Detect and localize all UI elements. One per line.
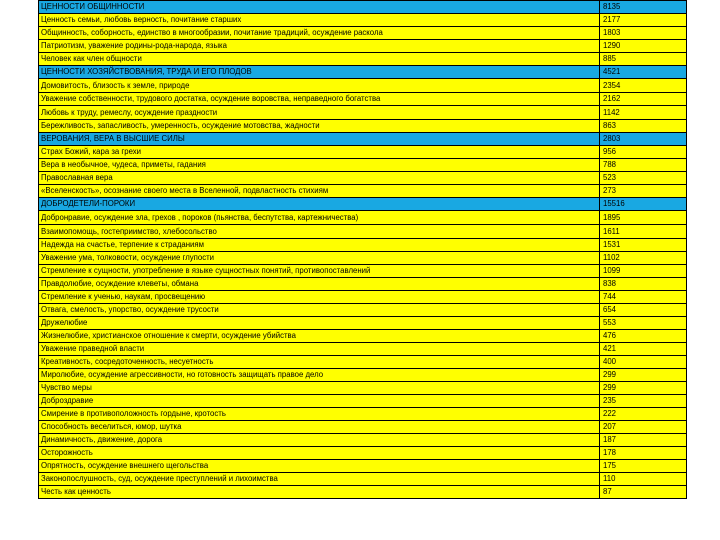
table-row — [39, 473, 687, 486]
value-label: Доброздравие — [39, 395, 600, 408]
value-label: Правдолюбие, осуждение клеветы, обмана — [39, 278, 600, 291]
section-header-row — [39, 198, 687, 211]
table-row — [39, 408, 687, 421]
value-label: Бережливость, запасливость, умеренность, осуждение мотовства, жадности — [39, 120, 600, 133]
value-label: Уважение собственности, трудового достатка, осуждение воровства, неправедного богатства — [39, 93, 600, 106]
value-count: 1102 — [600, 252, 687, 265]
table-row — [39, 317, 687, 330]
value-count: 400 — [600, 356, 687, 369]
value-count: 222 — [600, 408, 687, 421]
section-header-row — [39, 66, 687, 79]
value-count: 838 — [600, 278, 687, 291]
value-label: Динамичность, движение, дорога — [39, 434, 600, 447]
value-label: Вера в необычное, чудеса, приметы, гадания — [39, 159, 600, 172]
table-row — [39, 53, 687, 66]
value-label: Уважение праведной власти — [39, 343, 600, 356]
table-row — [39, 460, 687, 473]
value-label: Общинность, соборность, единство в многообразии, почитание традиций, осуждение раскола — [39, 27, 600, 40]
value-label: Способность веселиться, юмор, шутка — [39, 421, 600, 434]
value-count: 863 — [600, 120, 687, 133]
table-row — [39, 291, 687, 304]
value-count: 178 — [600, 447, 687, 460]
value-count: 885 — [600, 53, 687, 66]
value-count: 273 — [600, 185, 687, 198]
section-header-row — [39, 1, 687, 14]
table-row — [39, 343, 687, 356]
value-count: 1099 — [600, 265, 687, 278]
table-row — [39, 211, 687, 225]
values-table-body — [39, 1, 687, 499]
table-row — [39, 120, 687, 133]
value-label: Взаимопомощь, гостеприимство, хлебосольство — [39, 225, 600, 239]
section-title: ВЕРОВАНИЯ, ВЕРА В ВЫСШИЕ СИЛЫ — [39, 133, 600, 146]
value-label: Отвага, смелость, упорство, осуждение трусости — [39, 304, 600, 317]
table-row — [39, 252, 687, 265]
value-count: 956 — [600, 146, 687, 159]
section-total: 15516 — [600, 198, 687, 211]
table-row — [39, 40, 687, 53]
value-count: 1531 — [600, 239, 687, 252]
table-row — [39, 93, 687, 106]
value-count: 654 — [600, 304, 687, 317]
value-label: Человек как член общности — [39, 53, 600, 66]
table-row — [39, 27, 687, 40]
table-row — [39, 486, 687, 499]
value-label: Дружелюбие — [39, 317, 600, 330]
value-label: Смирение в противоположность гордыне, кротость — [39, 408, 600, 421]
value-count: 1895 — [600, 211, 687, 225]
section-total: 2803 — [600, 133, 687, 146]
value-count: 299 — [600, 382, 687, 395]
table-row — [39, 434, 687, 447]
values-table — [38, 0, 687, 499]
table-row — [39, 330, 687, 343]
value-label: Уважение ума, толковости, осуждение глупости — [39, 252, 600, 265]
value-label: Опрятность, осуждение внешнего щегольства — [39, 460, 600, 473]
value-label: Законопослушность, суд, осуждение преступлений и лихоимства — [39, 473, 600, 486]
value-label: Осторожность — [39, 447, 600, 460]
value-count: 2177 — [600, 14, 687, 27]
value-count: 1803 — [600, 27, 687, 40]
value-label: Патриотизм, уважение родины-рода-народа, языка — [39, 40, 600, 53]
value-label: Чувство меры — [39, 382, 600, 395]
value-label: Креативность, сосредоточенность, несуетность — [39, 356, 600, 369]
table-row — [39, 356, 687, 369]
value-count: 1142 — [600, 106, 687, 120]
value-label: Надежда на счастье, терпение к страданиям — [39, 239, 600, 252]
value-count: 207 — [600, 421, 687, 434]
value-count: 2354 — [600, 79, 687, 93]
value-count: 87 — [600, 486, 687, 499]
value-label: Стремление к сущности, употребление в языке сущностных понятий, противопоставлений — [39, 265, 600, 278]
section-header-row — [39, 133, 687, 146]
value-count: 744 — [600, 291, 687, 304]
table-row — [39, 225, 687, 239]
value-label: Ценность семьи, любовь верность, почитание старших — [39, 14, 600, 27]
table-row — [39, 146, 687, 159]
section-title: ЦЕННОСТИ ОБЩИННОСТИ — [39, 1, 600, 14]
value-count: 2162 — [600, 93, 687, 106]
table-row — [39, 265, 687, 278]
value-count: 235 — [600, 395, 687, 408]
table-row — [39, 278, 687, 291]
value-label: Любовь к труду, ремеслу, осуждение праздности — [39, 106, 600, 120]
value-label: «Вселенскость», осознание своего места в Вселенной, подвластность стихиям — [39, 185, 600, 198]
value-label: Миролюбие, осуждение агрессивности, но готовность защищать правое дело — [39, 369, 600, 382]
value-count: 175 — [600, 460, 687, 473]
value-count: 1611 — [600, 225, 687, 239]
table-row — [39, 304, 687, 317]
value-count: 788 — [600, 159, 687, 172]
value-count: 187 — [600, 434, 687, 447]
table-row — [39, 239, 687, 252]
section-total: 8135 — [600, 1, 687, 14]
table-row — [39, 421, 687, 434]
table-row — [39, 395, 687, 408]
value-count: 299 — [600, 369, 687, 382]
table-row — [39, 106, 687, 120]
value-label: Жизнелюбие, христианское отношение к смерти, осуждение убийства — [39, 330, 600, 343]
section-title: ДОБРОДЕТЕЛИ-ПОРОКИ — [39, 198, 600, 211]
table-row — [39, 79, 687, 93]
value-label: Стремление к ученью, наукам, просвещению — [39, 291, 600, 304]
value-count: 1290 — [600, 40, 687, 53]
value-count: 523 — [600, 172, 687, 185]
section-total: 4521 — [600, 66, 687, 79]
table-row — [39, 382, 687, 395]
value-count: 110 — [600, 473, 687, 486]
value-count: 421 — [600, 343, 687, 356]
table-row — [39, 369, 687, 382]
table-row — [39, 159, 687, 172]
table-row — [39, 14, 687, 27]
value-count: 553 — [600, 317, 687, 330]
value-label: Добронравие, осуждение зла, грехов , пороков (пьянства, беспутства, картежничества) — [39, 211, 600, 225]
value-count: 476 — [600, 330, 687, 343]
table-row — [39, 447, 687, 460]
value-label: Страх Божий, кара за грехи — [39, 146, 600, 159]
section-title: ЦЕННОСТИ ХОЗЯЙСТВОВАНИЯ, ТРУДА И ЕГО ПЛОДОВ — [39, 66, 600, 79]
value-label: Честь как ценность — [39, 486, 600, 499]
value-label: Православная вера — [39, 172, 600, 185]
table-row — [39, 185, 687, 198]
table-row — [39, 172, 687, 185]
value-label: Домовитость, близость к земле, природе — [39, 79, 600, 93]
